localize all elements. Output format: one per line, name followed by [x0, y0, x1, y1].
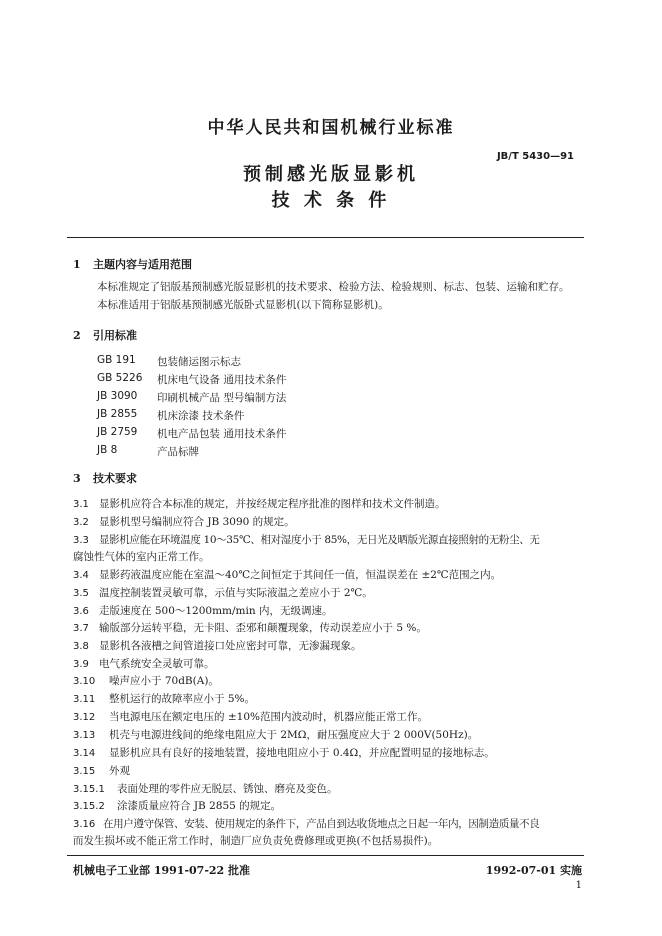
clause-text: 显影机应具有良好的接地装置，接地电阻应小于 0.4Ω，并应配置明显的接地标志。 — [109, 747, 495, 759]
clause-text: 当电源电压在额定电压的 ±10%范围内波动时，机器应能正常工作。 — [109, 711, 428, 723]
clause-number: 3.3 — [73, 535, 89, 546]
clause-item — [73, 781, 338, 796]
section-1-title: 主题内容与适用范围 — [93, 258, 192, 271]
footer-divider — [67, 855, 584, 856]
clause-item — [73, 496, 446, 511]
ref-code: GB 5226 — [97, 372, 143, 384]
clause-item — [73, 727, 478, 742]
clause-item — [73, 798, 281, 813]
document-title-line2: 技 术 条 件 — [271, 190, 391, 211]
clause-number: 3.7 — [73, 623, 89, 634]
clause-number: 3.6 — [73, 606, 89, 617]
clause-number: 3.4 — [73, 570, 89, 581]
clause-item — [73, 603, 332, 618]
header-divider — [67, 237, 584, 238]
ref-code: JB 8 — [97, 444, 118, 456]
ref-code: JB 2759 — [97, 426, 138, 438]
clause-text: 显影机应符合本标准的规定，并按经规定程序批准的图样和技术文件制造。 — [99, 498, 446, 510]
page-number: 1 — [575, 880, 582, 891]
clause-number: 3.11 — [73, 694, 96, 705]
clause-item — [73, 691, 255, 706]
clause-text: 显影机各液槽之间管道接口处应密封可靠，无渗漏现象。 — [99, 640, 362, 652]
ref-code: JB 3090 — [97, 390, 138, 402]
clause-number: 3.10 — [73, 676, 96, 687]
clause-item — [73, 656, 215, 671]
standard-category-title: 中华人民共和国机械行业标准 — [207, 118, 455, 138]
clause-text: 外观 — [109, 765, 130, 777]
clause-number: 3.13 — [73, 730, 96, 741]
approval-date: 机械电子工业部 1991-07-22 批准 — [73, 864, 251, 877]
clause-continuation: 而发生损坏或不能正常工作时，制造厂应负责免费修理或更换(不包括易损件)。 — [73, 835, 439, 847]
clause-text: 温度控制装置灵敏可靠，示值与实际液温之差应小于 2℃。 — [99, 587, 373, 599]
ref-title: 机床电气设备 通用技术条件 — [157, 374, 287, 386]
clause-number: 3.15 — [73, 766, 96, 777]
section-1-heading — [73, 256, 192, 272]
section-3-title: 技术要求 — [93, 472, 137, 485]
ref-title: 印刷机械产品 型号编制方法 — [157, 392, 287, 404]
ref-title: 机电产品包装 通用技术条件 — [157, 428, 287, 440]
section-1-paragraph-2: 本标准适用于铝版基预制感光版卧式显影机(以下简称显影机)。 — [97, 299, 389, 311]
clause-continuation: 腐蚀性气体的室内正常工作。 — [73, 551, 210, 563]
clause-text: 机壳与电源进线间的绝缘电阻应大于 2MΩ，耐压强度应大于 2 000V(50Hz)。 — [109, 729, 479, 741]
section-3-number: 3 — [73, 472, 81, 485]
ref-title: 包装储运图示标志 — [157, 356, 241, 368]
clause-number: 3.1 — [73, 499, 89, 510]
clause-number: 3.16 — [73, 819, 96, 830]
clause-number: 3.2 — [73, 517, 89, 528]
clause-item — [73, 567, 501, 582]
clause-text: 噪声应小于 70dB(A)。 — [109, 675, 219, 687]
clause-item — [73, 709, 428, 724]
clause-number: 3.15.1 — [73, 784, 105, 795]
clause-text: 走版速度在 500～1200mm/min 内，无级调速。 — [99, 605, 333, 617]
document-title-line1: 预制感光版显影机 — [243, 164, 419, 185]
clause-item — [73, 585, 373, 600]
ref-code: JB 2855 — [97, 408, 138, 420]
clause-text: 涂漆质量应符合 JB 2855 的规定。 — [117, 800, 282, 812]
clause-number: 3.12 — [73, 712, 96, 723]
section-2-title: 引用标准 — [93, 329, 137, 342]
clause-number: 3.14 — [73, 748, 96, 759]
clause-item — [73, 514, 295, 529]
implementation-date: 1992-07-01 实施 — [485, 864, 582, 877]
clause-text: 整机运行的故障率应小于 5%。 — [109, 693, 255, 705]
ref-title: 产品标牌 — [157, 446, 199, 458]
section-1-paragraph-1: 本标准规定了铝版基预制感光版显影机的技术要求、检验方法、检验规则、标志、包装、运输和贮存。 — [97, 281, 570, 293]
clause-item — [73, 763, 130, 778]
ref-code: GB 191 — [97, 354, 136, 366]
section-2-number: 2 — [73, 329, 81, 342]
standard-number: JB/T 5430—91 — [496, 151, 574, 162]
clause-text: 输版部分运转平稳，无卡阻、歪邪和颠覆现象，传动误差应小于 5 %。 — [99, 622, 427, 634]
clause-text: 表面处理的零件应无脱层、锈蚀、磨亮及变色。 — [117, 783, 338, 795]
clause-text: 显影机型号编制应符合 JB 3090 的规定。 — [99, 516, 295, 528]
clause-item — [73, 532, 540, 547]
clause-text: 电气系统安全灵敏可靠。 — [99, 658, 215, 670]
section-1-number: 1 — [73, 258, 81, 271]
clause-number: 3.8 — [73, 641, 89, 652]
clause-number: 3.5 — [73, 588, 89, 599]
section-2-heading — [73, 327, 137, 343]
clause-item — [73, 620, 427, 635]
clause-item — [73, 638, 362, 653]
clause-item — [73, 673, 219, 688]
clause-item — [73, 816, 539, 831]
clause-text: 显影药液温度应能在室温～40℃之间恒定于其间任一值，恒温误差在 ±2℃范围之内。 — [99, 569, 502, 581]
section-3-heading — [73, 470, 137, 486]
clause-number: 3.15.2 — [73, 801, 105, 812]
clause-number: 3.9 — [73, 659, 89, 670]
ref-title: 机床涂漆 技术条件 — [157, 410, 245, 422]
clause-text: 在用户遵守保管、安装、使用规定的条件下，产品自到达收货地点之日起一年内，因制造质量不良 — [103, 818, 540, 830]
clause-text: 显影机应能在环境温度 10～35℃、相对湿度小于 85%，无日光及晒版光源直接照射的无粉尘、无 — [99, 534, 540, 546]
clause-item — [73, 745, 495, 760]
